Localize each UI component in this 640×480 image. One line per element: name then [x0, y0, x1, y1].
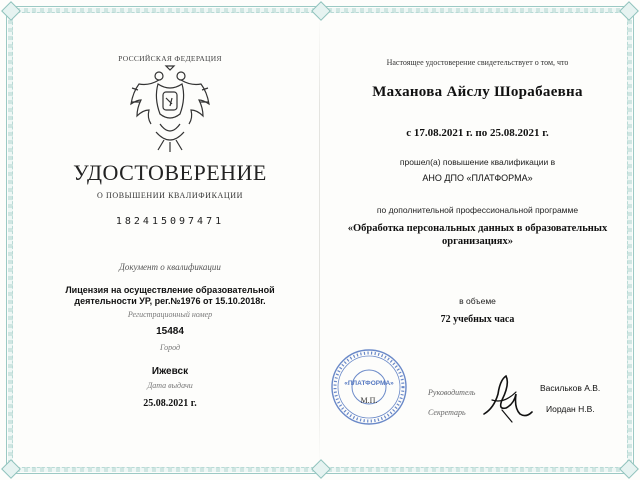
- double-headed-eagle-icon: [128, 62, 212, 156]
- passed-text: прошел(а) повышение квалификации в: [399, 157, 556, 167]
- registration-number-value: 15484: [156, 326, 184, 337]
- secretary-name: Иордан Н.В.: [546, 404, 595, 414]
- hours-value: 72 учебных часа: [440, 314, 515, 325]
- license-line: деятельности УР, рег.№1976 от 15.10.2018г.: [74, 296, 266, 306]
- head-signature-label: Руководитель: [428, 388, 476, 397]
- country-label: РОССИЙСКАЯ ФЕДЕРАЦИЯ: [118, 54, 222, 63]
- secretary-signature-label: Секретарь: [428, 408, 466, 417]
- program-line: «Обработка персональных данных в образовательных: [347, 223, 608, 234]
- issue-date-label: Дата выдачи: [147, 381, 193, 390]
- certificate-subtitle: О ПОВЫШЕНИИ КВАЛИФИКАЦИИ: [96, 191, 244, 200]
- issue-date-value: 25.08.2021 г.: [143, 398, 197, 409]
- program-label: по дополнительной профессиональной программе: [376, 205, 579, 215]
- city-label: Город: [159, 343, 181, 352]
- handwritten-signature-icon: [482, 370, 534, 426]
- registration-number-label: Регистрационный номер: [127, 310, 213, 319]
- volume-label: в объеме: [459, 296, 496, 306]
- document-type: Документ о квалификации: [119, 262, 221, 272]
- intro-text: Настоящее удостоверение свидетельствует о том, что: [386, 58, 569, 67]
- city-value: Ижевск: [151, 366, 189, 377]
- head-name: Васильков А.В.: [540, 383, 601, 393]
- stamp-mp-text: М.П.: [360, 396, 378, 405]
- license-text: [40, 285, 300, 307]
- organization-name: АНО ДПО «ПЛАТФОРМА»: [422, 173, 533, 183]
- program-title: [335, 222, 620, 248]
- round-seal-icon: [330, 348, 408, 426]
- certificate-number: 182415097471: [115, 216, 225, 227]
- program-line: организациях»: [442, 236, 513, 247]
- page-fold: [319, 14, 320, 466]
- stamp-org-text: «ПЛАТФОРМА»: [344, 380, 394, 387]
- training-period: с 17.08.2021 г. по 25.08.2021 г.: [406, 127, 549, 139]
- certificate-title: УДОСТОВЕРЕНИЕ: [73, 160, 267, 185]
- license-line: Лицензия на осуществление образовательной: [65, 285, 275, 295]
- recipient-name: Маханова Айслу Шорабаевна: [372, 84, 583, 100]
